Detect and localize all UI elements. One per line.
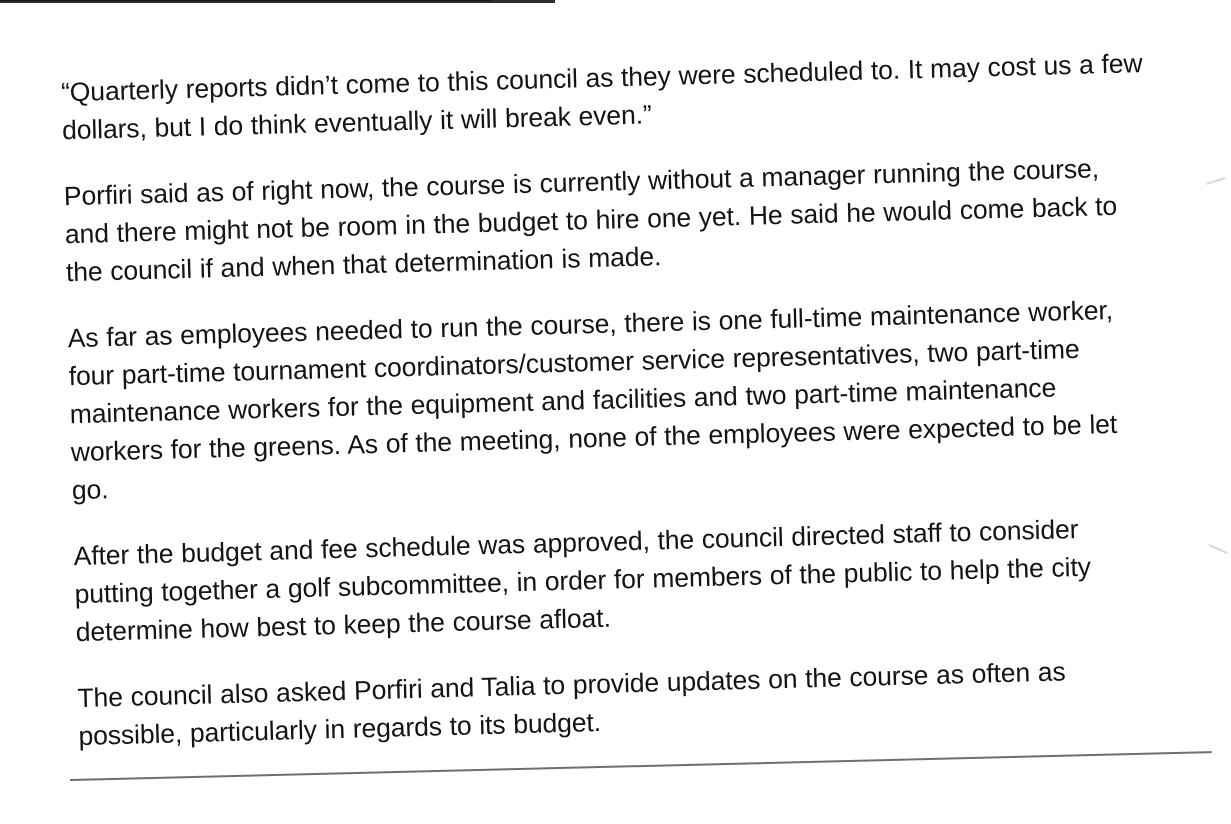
page-sheet — [34, 8, 1230, 819]
article-paragraph: Porfiri said as of right now, the course is currently without a manager running the course, and there might not be room in the budget to hire one yet. He said he would come back to the council if and when that determination is made. — [63, 153, 1118, 288]
article-paragraph: As far as employees needed to run the course, there is one full-time maintenance worker, four part-time tournament coordinators/customer service representatives, two part-time maintenance workers for the equipment and facilities and two part-time maintenance workers for the greens. As of the meeting, none of the employees were expected to be let go. — [67, 294, 1118, 506]
top-scan-edge-faint — [0, 0, 490, 1]
article-paragraph: “Quarterly reports didn’t come to this council as they were scheduled to. It may cost us a few dollars, but I do think eventually it will break even.” — [60, 48, 1143, 146]
article-paragraph: After the budget and fee schedule was approved, the council directed staff to consider putting together a golf subcommittee, in order for members of the public to help the city determine how best to keep the course afloat. — [73, 513, 1092, 648]
article-paragraph: The council also asked Porfiri and Talia to provide updates on the course as often as possible, particularly in regards to its budget. — [77, 656, 1066, 752]
article-body — [61, 44, 1165, 783]
